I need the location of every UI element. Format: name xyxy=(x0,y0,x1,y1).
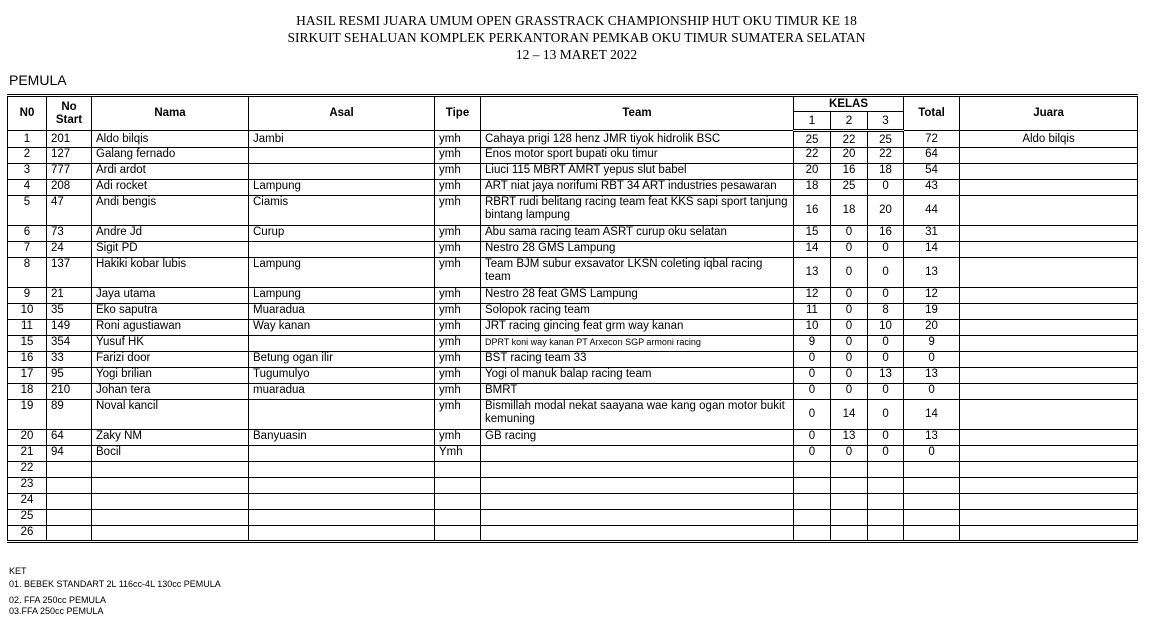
cell-total: 0 xyxy=(904,384,960,400)
cell-start: 33 xyxy=(47,352,92,368)
cell-asal xyxy=(249,446,435,462)
cell-k2: 0 xyxy=(831,336,868,352)
cell-asal xyxy=(249,510,435,526)
table-row xyxy=(8,384,1138,400)
cell-nama: Noval kancil xyxy=(92,400,249,430)
cell-k2 xyxy=(831,462,868,478)
table-row xyxy=(8,478,1138,494)
cell-k2 xyxy=(831,478,868,494)
cell-start: 354 xyxy=(47,336,92,352)
cell-k3 xyxy=(868,462,904,478)
cell-total xyxy=(904,510,960,526)
cell-juara xyxy=(960,148,1138,164)
cell-team xyxy=(481,510,794,526)
cell-total: 20 xyxy=(904,320,960,336)
cell-no: 25 xyxy=(8,510,47,526)
cell-asal: Tugumulyo xyxy=(249,368,435,384)
cell-nama: Zaky NM xyxy=(92,430,249,446)
cell-team xyxy=(481,446,794,462)
table-row xyxy=(8,368,1138,384)
cell-total xyxy=(904,462,960,478)
cell-juara xyxy=(960,352,1138,368)
cell-team xyxy=(481,494,794,510)
cell-no: 26 xyxy=(8,526,47,542)
cell-team: Liuci 115 MBRT AMRT yepus slut babel xyxy=(481,164,794,180)
cell-tipe: ymh xyxy=(435,148,481,164)
cell-tipe xyxy=(435,494,481,510)
col-header-kelas-1: 1 xyxy=(794,112,831,131)
cell-k2 xyxy=(831,526,868,542)
cell-tipe: ymh xyxy=(435,196,481,226)
cell-k3: 0 xyxy=(868,384,904,400)
table-row xyxy=(8,526,1138,542)
cell-k3: 0 xyxy=(868,446,904,462)
cell-no: 3 xyxy=(8,164,47,180)
cell-k1: 0 xyxy=(794,400,831,430)
cell-tipe: ymh xyxy=(435,258,481,288)
cell-k2: 20 xyxy=(831,148,868,164)
cell-asal xyxy=(249,164,435,180)
cell-k1: 0 xyxy=(794,430,831,446)
cell-tipe xyxy=(435,462,481,478)
cell-no: 2 xyxy=(8,148,47,164)
cell-k1: 15 xyxy=(794,226,831,242)
cell-total: 64 xyxy=(904,148,960,164)
cell-k1: 25 xyxy=(794,131,831,148)
cell-k1: 0 xyxy=(794,368,831,384)
cell-juara xyxy=(960,462,1138,478)
cell-no: 5 xyxy=(8,196,47,226)
cell-nama xyxy=(92,478,249,494)
cell-team: Solopok racing team xyxy=(481,304,794,320)
table-row xyxy=(8,258,1138,288)
cell-nama: Yogi brilian xyxy=(92,368,249,384)
cell-k2: 13 xyxy=(831,430,868,446)
cell-team xyxy=(481,526,794,542)
cell-nama xyxy=(92,462,249,478)
table-row xyxy=(8,288,1138,304)
col-header-juara: Juara xyxy=(960,96,1138,131)
cell-team: Nestro 28 GMS Lampung xyxy=(481,242,794,258)
cell-tipe: Ymh xyxy=(435,446,481,462)
cell-k3: 0 xyxy=(868,352,904,368)
table-row xyxy=(8,196,1138,226)
cell-juara xyxy=(960,258,1138,288)
cell-k3: 0 xyxy=(868,288,904,304)
cell-no: 23 xyxy=(8,478,47,494)
cell-start: 208 xyxy=(47,180,92,196)
cell-juara xyxy=(960,446,1138,462)
cell-total: 13 xyxy=(904,258,960,288)
cell-total xyxy=(904,478,960,494)
cell-start: 24 xyxy=(47,242,92,258)
cell-asal: Betung ogan ilir xyxy=(249,352,435,368)
cell-juara xyxy=(960,368,1138,384)
cell-k3 xyxy=(868,526,904,542)
cell-k3: 22 xyxy=(868,148,904,164)
table-row xyxy=(8,510,1138,526)
table-row xyxy=(8,131,1138,148)
cell-team: RBRT rudi belitang racing team feat KKS sapi sport tanjung bintang lampung xyxy=(481,196,794,226)
cell-start: 201 xyxy=(47,131,92,148)
cell-k3: 0 xyxy=(868,258,904,288)
table-row xyxy=(8,446,1138,462)
cell-no: 10 xyxy=(8,304,47,320)
cell-team: DPRT koni way kanan PT Arxecon SGP armoni racing xyxy=(481,336,794,352)
cell-start xyxy=(47,510,92,526)
cell-no: 9 xyxy=(8,288,47,304)
cell-start: 210 xyxy=(47,384,92,400)
cell-k3: 0 xyxy=(868,400,904,430)
cell-total: 13 xyxy=(904,368,960,384)
cell-asal xyxy=(249,336,435,352)
cell-team: JRT racing gincing feat grm way kanan xyxy=(481,320,794,336)
cell-nama: Aldo bilqis xyxy=(92,131,249,148)
cell-k3 xyxy=(868,510,904,526)
table-row xyxy=(8,400,1138,430)
cell-asal xyxy=(249,242,435,258)
cell-k3: 0 xyxy=(868,336,904,352)
cell-asal xyxy=(249,494,435,510)
cell-total: 31 xyxy=(904,226,960,242)
cell-no: 19 xyxy=(8,400,47,430)
cell-tipe: ymh xyxy=(435,352,481,368)
table-row xyxy=(8,304,1138,320)
cell-asal: Banyuasin xyxy=(249,430,435,446)
cell-nama: Eko saputra xyxy=(92,304,249,320)
cell-start: 149 xyxy=(47,320,92,336)
cell-no: 22 xyxy=(8,462,47,478)
cell-no: 15 xyxy=(8,336,47,352)
cell-tipe: ymh xyxy=(435,288,481,304)
cell-k3: 16 xyxy=(868,226,904,242)
cell-k2: 0 xyxy=(831,368,868,384)
cell-tipe xyxy=(435,526,481,542)
cell-k3: 10 xyxy=(868,320,904,336)
cell-k3: 18 xyxy=(868,164,904,180)
cell-k1: 20 xyxy=(794,164,831,180)
table-row xyxy=(8,148,1138,164)
cell-nama: Andre Jd xyxy=(92,226,249,242)
cell-asal xyxy=(249,400,435,430)
cell-k1: 0 xyxy=(794,384,831,400)
cell-k1: 16 xyxy=(794,196,831,226)
cell-nama xyxy=(92,494,249,510)
cell-nama xyxy=(92,510,249,526)
cell-k2: 0 xyxy=(831,384,868,400)
cell-k1 xyxy=(794,510,831,526)
cell-k1: 0 xyxy=(794,446,831,462)
cell-nama: Andi bengis xyxy=(92,196,249,226)
col-header-start: No Start xyxy=(47,96,92,131)
cell-juara xyxy=(960,430,1138,446)
cell-k2: 0 xyxy=(831,446,868,462)
cell-juara xyxy=(960,384,1138,400)
cell-start xyxy=(47,462,92,478)
cell-k3: 0 xyxy=(868,242,904,258)
cell-nama xyxy=(92,526,249,542)
cell-start: 73 xyxy=(47,226,92,242)
cell-no: 8 xyxy=(8,258,47,288)
cell-no: 16 xyxy=(8,352,47,368)
cell-tipe: ymh xyxy=(435,336,481,352)
results-table xyxy=(7,94,1138,543)
cell-total: 12 xyxy=(904,288,960,304)
results-body xyxy=(8,131,1138,542)
cell-juara xyxy=(960,242,1138,258)
cell-asal: Muaradua xyxy=(249,304,435,320)
cell-juara xyxy=(960,336,1138,352)
cell-asal: muaradua xyxy=(249,384,435,400)
cell-juara xyxy=(960,288,1138,304)
cell-no: 4 xyxy=(8,180,47,196)
cell-k3: 25 xyxy=(868,131,904,148)
cell-asal xyxy=(249,478,435,494)
cell-start xyxy=(47,478,92,494)
cell-nama: Bocil xyxy=(92,446,249,462)
cell-asal xyxy=(249,148,435,164)
cell-k2: 16 xyxy=(831,164,868,180)
cell-nama: Yusuf HK xyxy=(92,336,249,352)
col-header-total: Total xyxy=(904,96,960,131)
cell-tipe xyxy=(435,510,481,526)
cell-no: 6 xyxy=(8,226,47,242)
cell-asal: Curup xyxy=(249,226,435,242)
cell-total: 9 xyxy=(904,336,960,352)
cell-start: 95 xyxy=(47,368,92,384)
cell-k3: 13 xyxy=(868,368,904,384)
cell-k2: 25 xyxy=(831,180,868,196)
cell-k1: 18 xyxy=(794,180,831,196)
note-2: 02. FFA 250cc PEMULA xyxy=(9,595,107,605)
cell-k3 xyxy=(868,478,904,494)
cell-asal xyxy=(249,526,435,542)
cell-total: 19 xyxy=(904,304,960,320)
cell-juara xyxy=(960,304,1138,320)
cell-total xyxy=(904,526,960,542)
table-row xyxy=(8,462,1138,478)
cell-juara xyxy=(960,226,1138,242)
cell-tipe: ymh xyxy=(435,320,481,336)
category-label: PEMULA xyxy=(9,72,67,88)
cell-k2: 0 xyxy=(831,226,868,242)
cell-k2: 0 xyxy=(831,288,868,304)
col-header-kelas: KELAS xyxy=(794,96,904,112)
note-3: 03.FFA 250cc PEMULA xyxy=(9,606,104,616)
cell-start: 47 xyxy=(47,196,92,226)
cell-k2: 0 xyxy=(831,242,868,258)
cell-asal: Way kanan xyxy=(249,320,435,336)
cell-k1: 11 xyxy=(794,304,831,320)
cell-k2 xyxy=(831,494,868,510)
cell-nama: Farizi door xyxy=(92,352,249,368)
table-row xyxy=(8,430,1138,446)
title-line-3: 12 – 13 MARET 2022 xyxy=(515,47,638,62)
cell-k1 xyxy=(794,462,831,478)
cell-team: ART niat jaya norifumi RBT 34 ART industries pesawaran xyxy=(481,180,794,196)
cell-tipe: ymh xyxy=(435,242,481,258)
cell-total: 44 xyxy=(904,196,960,226)
cell-tipe: ymh xyxy=(435,430,481,446)
cell-nama: Roni agustiawan xyxy=(92,320,249,336)
cell-no: 24 xyxy=(8,494,47,510)
cell-team: BMRT xyxy=(481,384,794,400)
cell-nama: Jaya utama xyxy=(92,288,249,304)
cell-start: 94 xyxy=(47,446,92,462)
cell-k1: 10 xyxy=(794,320,831,336)
cell-asal: Jambi xyxy=(249,131,435,148)
title-line-1: HASIL RESMI JUARA UMUM OPEN GRASSTRACK CHAMPIONSHIP HUT OKU TIMUR KE 18 xyxy=(296,13,857,28)
cell-team: Bismillah modal nekat saayana wae kang ogan motor bukit kemuning xyxy=(481,400,794,430)
cell-k1: 12 xyxy=(794,288,831,304)
col-header-nama: Nama xyxy=(92,96,249,131)
cell-k2: 0 xyxy=(831,258,868,288)
cell-juara xyxy=(960,196,1138,226)
cell-no: 20 xyxy=(8,430,47,446)
cell-nama: Ardi ardot xyxy=(92,164,249,180)
cell-k1: 9 xyxy=(794,336,831,352)
cell-start: 777 xyxy=(47,164,92,180)
cell-juara: Aldo bilqis xyxy=(960,131,1138,148)
cell-no: 17 xyxy=(8,368,47,384)
cell-tipe: ymh xyxy=(435,164,481,180)
cell-asal: Lampung xyxy=(249,180,435,196)
cell-start: 21 xyxy=(47,288,92,304)
cell-tipe: ymh xyxy=(435,180,481,196)
cell-k1 xyxy=(794,526,831,542)
cell-asal: Ciamis xyxy=(249,196,435,226)
cell-k1: 14 xyxy=(794,242,831,258)
cell-total xyxy=(904,494,960,510)
cell-tipe: ymh xyxy=(435,400,481,430)
cell-tipe: ymh xyxy=(435,226,481,242)
cell-juara xyxy=(960,164,1138,180)
table-row xyxy=(8,352,1138,368)
cell-team: Enos motor sport bupati oku timur xyxy=(481,148,794,164)
cell-nama: Adi rocket xyxy=(92,180,249,196)
table-row xyxy=(8,180,1138,196)
cell-team: Nestro 28 feat GMS Lampung xyxy=(481,288,794,304)
col-header-kelas-3: 3 xyxy=(868,112,904,131)
cell-tipe: ymh xyxy=(435,131,481,148)
cell-total: 43 xyxy=(904,180,960,196)
col-header-tipe: Tipe xyxy=(435,96,481,131)
cell-k2 xyxy=(831,510,868,526)
cell-tipe: ymh xyxy=(435,384,481,400)
cell-juara xyxy=(960,320,1138,336)
table-row xyxy=(8,242,1138,258)
cell-start: 64 xyxy=(47,430,92,446)
cell-team: Abu sama racing team ASRT curup oku selatan xyxy=(481,226,794,242)
notes-ket: KET xyxy=(9,566,27,576)
cell-start: 89 xyxy=(47,400,92,430)
cell-k1: 22 xyxy=(794,148,831,164)
cell-k2: 22 xyxy=(831,131,868,148)
cell-total: 72 xyxy=(904,131,960,148)
cell-nama: Galang fernado xyxy=(92,148,249,164)
table-row xyxy=(8,164,1138,180)
cell-team: Team BJM subur exsavator LKSN coleting iqbal racing team xyxy=(481,258,794,288)
cell-k3: 20 xyxy=(868,196,904,226)
cell-start xyxy=(47,526,92,542)
cell-asal xyxy=(249,462,435,478)
table-row xyxy=(8,320,1138,336)
col-header-team: Team xyxy=(481,96,794,131)
cell-start: 137 xyxy=(47,258,92,288)
cell-k1 xyxy=(794,478,831,494)
cell-tipe: ymh xyxy=(435,368,481,384)
cell-k2: 18 xyxy=(831,196,868,226)
col-header-kelas-2: 2 xyxy=(831,112,868,131)
cell-k1 xyxy=(794,494,831,510)
cell-tipe xyxy=(435,478,481,494)
cell-total: 54 xyxy=(904,164,960,180)
cell-start xyxy=(47,494,92,510)
table-row xyxy=(8,494,1138,510)
cell-no: 11 xyxy=(8,320,47,336)
cell-juara xyxy=(960,494,1138,510)
cell-team: BST racing team 33 xyxy=(481,352,794,368)
cell-total: 14 xyxy=(904,242,960,258)
cell-juara xyxy=(960,400,1138,430)
cell-nama: Sigit PD xyxy=(92,242,249,258)
cell-juara xyxy=(960,478,1138,494)
cell-team: GB racing xyxy=(481,430,794,446)
cell-team xyxy=(481,462,794,478)
cell-total: 0 xyxy=(904,446,960,462)
cell-no: 1 xyxy=(8,131,47,148)
cell-no: 7 xyxy=(8,242,47,258)
col-header-asal: Asal xyxy=(249,96,435,131)
cell-nama: Hakiki kobar lubis xyxy=(92,258,249,288)
cell-no: 21 xyxy=(8,446,47,462)
cell-k3: 0 xyxy=(868,180,904,196)
cell-no: 18 xyxy=(8,384,47,400)
document-header xyxy=(0,12,1153,63)
title-line-2: SIRKUIT SEHALUAN KOMPLEK PERKANTORAN PEMKAB OKU TIMUR SUMATERA SELATAN xyxy=(287,30,866,45)
cell-total: 0 xyxy=(904,352,960,368)
cell-team: Cahaya prigi 128 henz JMR tiyok hidrolik BSC xyxy=(481,131,794,148)
cell-k1: 0 xyxy=(794,352,831,368)
note-1: 01. BEBEK STANDART 2L 116cc-4L 130cc PEMULA xyxy=(9,579,221,589)
cell-k3 xyxy=(868,494,904,510)
cell-tipe: ymh xyxy=(435,304,481,320)
cell-start: 35 xyxy=(47,304,92,320)
cell-total: 14 xyxy=(904,400,960,430)
cell-start: 127 xyxy=(47,148,92,164)
cell-asal: Lampung xyxy=(249,258,435,288)
cell-asal: Lampung xyxy=(249,288,435,304)
table-row xyxy=(8,226,1138,242)
cell-team: Yogi ol manuk balap racing team xyxy=(481,368,794,384)
cell-nama: Johan tera xyxy=(92,384,249,400)
col-header-no: N0 xyxy=(8,96,47,131)
cell-k3: 0 xyxy=(868,430,904,446)
cell-team xyxy=(481,478,794,494)
cell-total: 13 xyxy=(904,430,960,446)
table-row xyxy=(8,336,1138,352)
cell-k1: 13 xyxy=(794,258,831,288)
cell-k2: 0 xyxy=(831,304,868,320)
cell-juara xyxy=(960,510,1138,526)
cell-k2: 14 xyxy=(831,400,868,430)
cell-juara xyxy=(960,526,1138,542)
cell-juara xyxy=(960,180,1138,196)
cell-k3: 8 xyxy=(868,304,904,320)
cell-k2: 0 xyxy=(831,320,868,336)
cell-k2: 0 xyxy=(831,352,868,368)
